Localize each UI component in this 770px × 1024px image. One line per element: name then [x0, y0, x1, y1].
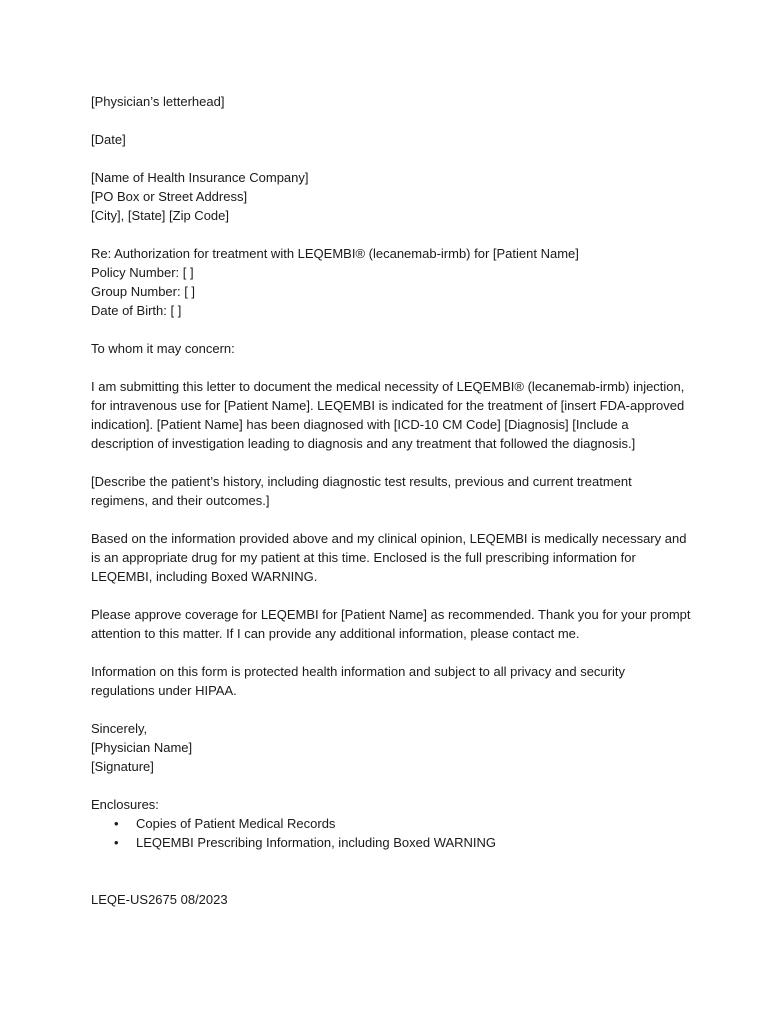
list-item	[91, 833, 691, 852]
enclosure-item-text: Copies of Patient Medical Records	[136, 816, 336, 831]
body-paragraph-5	[91, 662, 691, 700]
policy-number: Policy Number: [ ]	[91, 265, 194, 280]
body-paragraph-5-text: Information on this form is protected health information and subject to all privacy and security regulations under HIPAA.	[91, 664, 625, 698]
bullet-icon: •	[114, 835, 119, 850]
reference-block	[91, 244, 691, 320]
document-code	[91, 890, 691, 909]
enclosure-item-text: LEQEMBI Prescribing Information, including Boxed WARNING	[136, 835, 497, 850]
salutation	[91, 339, 691, 358]
bullet-icon: •	[114, 816, 119, 831]
date-text: [Date]	[91, 132, 126, 147]
recipient-city-state-zip: [City], [State] [Zip Code]	[91, 208, 229, 223]
enclosures-heading: Enclosures:	[91, 797, 159, 812]
closing-signature: [Signature]	[91, 759, 154, 774]
enclosures-list	[91, 814, 691, 852]
body-paragraph-3	[91, 529, 691, 586]
letter-page	[91, 92, 691, 909]
recipient-street: [PO Box or Street Address]	[91, 189, 248, 204]
reference-subject: Re: Authorization for treatment with LEQEMBI® (lecanemab-irmb) for [Patient Name]	[91, 246, 579, 261]
letterhead	[91, 92, 691, 111]
body-paragraph-2	[91, 472, 691, 510]
body-paragraph-1	[91, 377, 691, 453]
list-item	[91, 814, 691, 833]
body-paragraph-2-text: [Describe the patient’s history, including diagnostic test results, previous and current treatment regimens, and their outcomes.]	[91, 474, 632, 508]
letter-date	[91, 130, 691, 149]
document-code-text: LEQE-US2675 08/2023	[91, 892, 228, 907]
recipient-company: [Name of Health Insurance Company]	[91, 170, 309, 185]
body-paragraph-4-text: Please approve coverage for LEQEMBI for [Patient Name] as recommended. Thank you for your prompt attention to this matter. If I can provide any additional information, please contact me.	[91, 607, 691, 641]
body-paragraph-4	[91, 605, 691, 643]
letterhead-text: [Physician’s letterhead]	[91, 94, 225, 109]
enclosures-block	[91, 795, 691, 852]
salutation-text: To whom it may concern:	[91, 341, 235, 356]
date-of-birth: Date of Birth: [ ]	[91, 303, 182, 318]
body-paragraph-1-text: I am submitting this letter to document the medical necessity of LEQEMBI® (lecanemab-irmb) injection, for intravenous use for [Patient Name]. LEQEMBI is indicated for the treatment of [insert FDA-approved indication]. [Patient Name] has been diagnosed with [ICD-10 CM Code] [Diagnosis] [Include a description of investigation leading to diagnosis and any treatment that followed the diagnosis.]	[91, 379, 685, 451]
closing-block	[91, 719, 691, 776]
closing-physician-name: [Physician Name]	[91, 740, 193, 755]
recipient-address	[91, 168, 691, 225]
body-paragraph-3-text: Based on the information provided above and my clinical opinion, LEQEMBI is medically necessary and is an appropriate drug for my patient at this time. Enclosed is the full prescribing information for LEQEMBI, including Boxed WARNING.	[91, 531, 687, 584]
closing-sincerely: Sincerely,	[91, 721, 148, 736]
group-number: Group Number: [ ]	[91, 284, 196, 299]
